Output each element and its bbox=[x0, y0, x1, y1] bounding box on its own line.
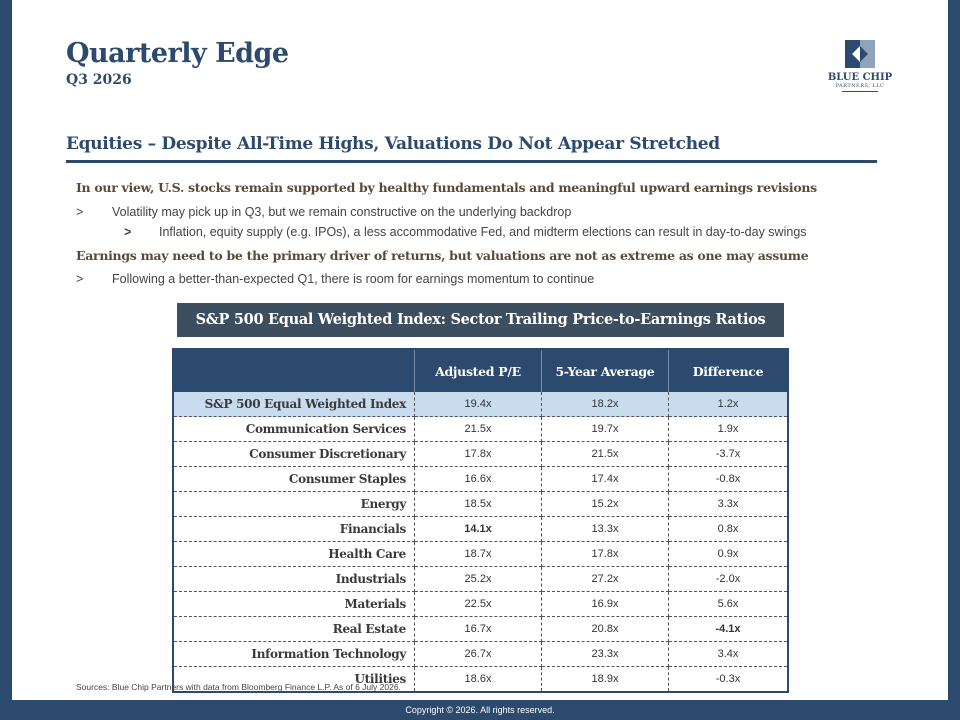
copyright-text: Copyright © 2026. All rights reserved. bbox=[405, 705, 555, 715]
row-label: Energy bbox=[173, 492, 415, 517]
difference-value: -0.3x bbox=[715, 673, 741, 685]
adjusted-pe-value: 18.7x bbox=[415, 542, 542, 567]
key-point-2: Earnings may need to be the primary driver of returns, but valuations are not as extreme as one may assume bbox=[76, 248, 809, 263]
difference-value: 1.2x bbox=[669, 392, 789, 417]
row-label: Health Care bbox=[173, 542, 415, 567]
five-year-average-value: 23.3x bbox=[542, 642, 669, 667]
adjusted-pe-value: 19.4x bbox=[415, 392, 542, 417]
row-label: Consumer Discretionary bbox=[173, 442, 415, 467]
chevron-right-icon: > bbox=[76, 272, 84, 286]
logo-name: BLUE CHIP bbox=[827, 72, 893, 83]
row-label: S&P 500 Equal Weighted Index bbox=[173, 392, 415, 417]
table-row bbox=[173, 592, 788, 617]
five-year-average-value: 16.9x bbox=[542, 592, 669, 617]
row-label: Information Technology bbox=[173, 642, 415, 667]
difference-value: 3.4x bbox=[669, 642, 789, 667]
section-title: Equities – Despite All-Time Highs, Valuations Do Not Appear Stretched bbox=[66, 134, 720, 154]
logo-divider bbox=[842, 91, 878, 92]
table-row bbox=[173, 642, 788, 667]
five-year-average-value: 17.4x bbox=[542, 467, 669, 492]
right-accent-bar bbox=[948, 0, 960, 700]
row-label: Materials bbox=[173, 592, 415, 617]
five-year-average-value: 19.7x bbox=[542, 417, 669, 442]
difference-value: 5.6x bbox=[669, 592, 789, 617]
five-year-average-value: 17.8x bbox=[542, 542, 669, 567]
adjusted-pe-value: 16.6x bbox=[415, 467, 542, 492]
adjusted-pe-value: 25.2x bbox=[415, 567, 542, 592]
bullet-2-text: Following a better-than-expected Q1, there is room for earnings momentum to continue bbox=[112, 272, 595, 286]
five-year-average-value: 20.8x bbox=[542, 617, 669, 642]
row-label: Real Estate bbox=[173, 617, 415, 642]
table-row bbox=[173, 442, 788, 467]
adjusted-pe-value: 18.6x bbox=[415, 667, 542, 693]
adjusted-pe-value: 18.5x bbox=[415, 492, 542, 517]
row-label: Utilities bbox=[173, 667, 415, 693]
footer-bar bbox=[0, 700, 960, 720]
table-row bbox=[173, 617, 788, 642]
sub-bullet-1-text: Inflation, equity supply (e.g. IPOs), a less accommodative Fed, and midterm elections can result in day-to-day swings bbox=[159, 225, 807, 239]
key-point-1: In our view, U.S. stocks remain supported by healthy fundamentals and meaningful upward earnings revisions bbox=[76, 180, 817, 195]
header-sector bbox=[173, 349, 415, 392]
bullet-1-text: Volatility may pick up in Q3, but we remain constructive on the underlying backdrop bbox=[112, 205, 572, 219]
page-subtitle: Q3 2026 bbox=[66, 72, 132, 88]
adjusted-pe-value: 21.5x bbox=[415, 417, 542, 442]
table-row bbox=[173, 492, 788, 517]
row-label: Financials bbox=[173, 517, 415, 542]
table-row-benchmark bbox=[173, 392, 788, 417]
five-year-average-value: 21.5x bbox=[542, 442, 669, 467]
difference-value: 3.3x bbox=[669, 492, 789, 517]
table-row bbox=[173, 467, 788, 492]
table-row bbox=[173, 417, 788, 442]
logo-subtext: PARTNERS, LLC bbox=[835, 83, 885, 89]
row-label: Consumer Staples bbox=[173, 467, 415, 492]
table-row bbox=[173, 542, 788, 567]
table-row bbox=[173, 567, 788, 592]
difference-value: 0.8x bbox=[669, 517, 789, 542]
page-title: Quarterly Edge bbox=[66, 38, 289, 69]
adjusted-pe-value: 26.7x bbox=[415, 642, 542, 667]
logo-mark-icon bbox=[843, 38, 877, 70]
difference-value: 0.9x bbox=[669, 542, 789, 567]
section-divider bbox=[66, 160, 877, 163]
chevron-right-icon: > bbox=[124, 225, 132, 239]
difference-value: -3.7x bbox=[669, 442, 789, 467]
table-title: S&P 500 Equal Weighted Index: Sector Trailing Price-to-Earnings Ratios bbox=[177, 303, 784, 337]
table-row bbox=[173, 517, 788, 542]
pe-ratio-table bbox=[172, 348, 789, 693]
difference-value: 1.9x bbox=[669, 417, 789, 442]
company-logo bbox=[818, 38, 902, 92]
left-accent-bar bbox=[0, 0, 12, 700]
adjusted-pe-value: 22.5x bbox=[415, 592, 542, 617]
five-year-average-value: 18.9x bbox=[542, 667, 669, 693]
header-adjusted-pe: Adjusted P/E bbox=[415, 349, 542, 392]
five-year-average-value: 13.3x bbox=[542, 517, 669, 542]
row-label: Industrials bbox=[173, 567, 415, 592]
five-year-average-value: 18.2x bbox=[542, 392, 669, 417]
difference-value: -4.1x bbox=[669, 617, 789, 642]
difference-value: -0.8x bbox=[669, 467, 789, 492]
table-header-row bbox=[173, 349, 788, 392]
difference-value: -2.0x bbox=[669, 567, 789, 592]
header-five-year-average: 5-Year Average bbox=[542, 349, 669, 392]
five-year-average-value: 15.2x bbox=[542, 492, 669, 517]
adjusted-pe-value: 17.8x bbox=[415, 442, 542, 467]
adjusted-pe-value: 14.1x bbox=[415, 517, 542, 542]
five-year-average-value: 27.2x bbox=[542, 567, 669, 592]
chevron-right-icon: > bbox=[76, 205, 84, 219]
row-label: Communication Services bbox=[173, 417, 415, 442]
adjusted-pe-value: 16.7x bbox=[415, 617, 542, 642]
sources-note: Sources: Blue Chip Partners with data from Bloomberg Finance L.P. As of 6 July 2026. bbox=[76, 682, 401, 692]
header-difference: Difference bbox=[669, 349, 789, 392]
